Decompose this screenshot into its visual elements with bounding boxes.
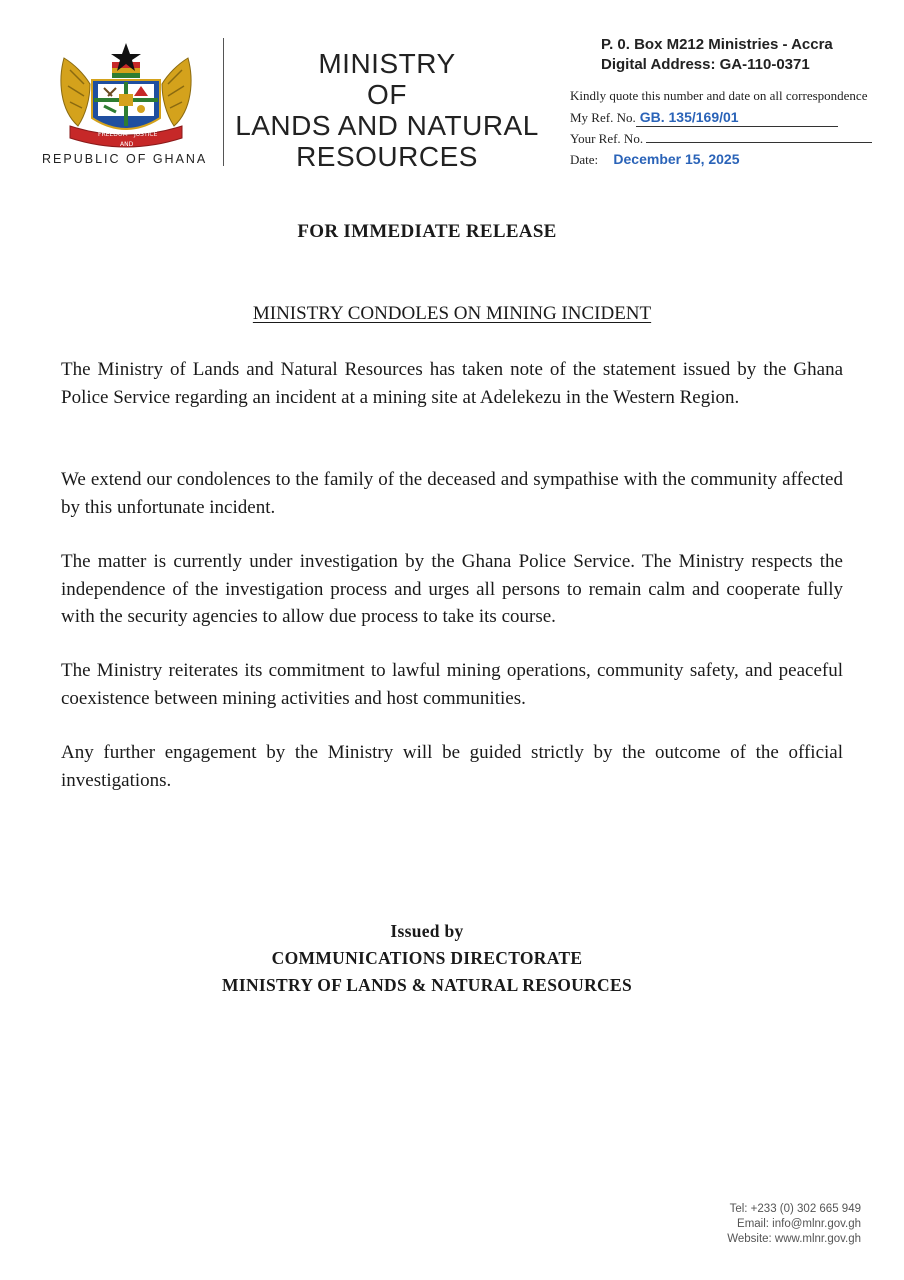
motto-and: AND: [120, 141, 134, 148]
body-paragraph: Any further engagement by the Ministry will be guided strictly by the outcome of the official investigations.: [61, 742, 843, 791]
release-label: FOR IMMEDIATE RELEASE: [297, 221, 557, 242]
ministry-wordmark: [232, 48, 542, 172]
motto-freedom: FREEDOM: [98, 131, 128, 138]
issued-by: Issued by: [390, 921, 464, 941]
ministry-line: RESOURCES: [296, 141, 478, 172]
directorate: COMMUNICATIONS DIRECTORATE: [271, 948, 583, 968]
your-ref-line: [646, 142, 872, 143]
your-ref-row: [570, 131, 872, 147]
my-ref-line: [636, 109, 838, 127]
contact-email: Email: info@mlnr.gov.gh: [737, 1218, 861, 1230]
contact-website: Website: www.mlnr.gov.gh: [727, 1233, 861, 1245]
issuing-ministry: MINISTRY OF LANDS & NATURAL RESOURCES: [222, 975, 632, 995]
headline: MINISTRY CONDOLES ON MINING INCIDENT: [252, 303, 652, 324]
ministry-line: OF: [367, 79, 407, 110]
date-label: Date:: [570, 152, 599, 167]
header-divider: [223, 38, 224, 166]
contact-block: [640, 1202, 861, 1247]
date-value: December 15, 2025: [613, 151, 740, 167]
po-box: P. 0. Box M212 Ministries - Accra: [601, 36, 833, 53]
digital-address: Digital Address: GA-110-0371: [601, 56, 810, 73]
signoff-block: [0, 918, 854, 999]
body-paragraph: The Ministry reiterates its commitment to lawful mining operations, community safety, and peaceful coexistence between mining activities and host communities.: [61, 660, 843, 709]
body-paragraph: The matter is currently under investigation by the Ghana Police Service. The Ministry respects the independence of the investigation process and urges all persons to remain calm and cooperate fully with the security agencies to allow due process to take its course.: [61, 551, 843, 627]
date-row: [570, 151, 740, 168]
my-ref-value: GB. 135/169/01: [639, 109, 739, 125]
ghana-coat-of-arms-logo: [56, 40, 196, 152]
motto-justice: JUSTICE: [134, 131, 158, 138]
body-paragraph: The Ministry of Lands and Natural Resources has taken note of the statement issued by the Ghana Police Service regarding an incident at a mining site at Adelekezu in the Western Region.: [61, 359, 843, 408]
quote-reference-note: Kindly quote this number and date on all correspondence: [570, 88, 868, 103]
postal-address: [601, 35, 833, 75]
my-ref-row: [570, 109, 838, 127]
body-paragraph: We extend our condolences to the family of the deceased and sympathise with the community affected by this unfortunate incident.: [61, 469, 843, 518]
my-ref-label: My Ref. No.: [570, 110, 636, 125]
ministry-line: MINISTRY: [318, 48, 456, 79]
republic-label: REPUBLIC OF GHANA: [42, 152, 208, 166]
your-ref-label: Your Ref. No.: [570, 131, 644, 146]
contact-tel: Tel: +233 (0) 302 665 949: [729, 1203, 861, 1215]
ministry-line: LANDS AND NATURAL: [235, 110, 539, 141]
